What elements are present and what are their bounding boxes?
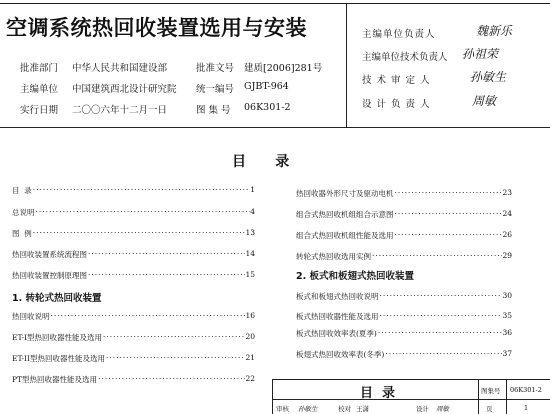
- toc-item[interactable]: [12, 374, 255, 385]
- toc-item-text: 图 例: [12, 229, 32, 238]
- approve-doc-label: 批准文号: [196, 63, 235, 74]
- toc-item[interactable]: [296, 251, 512, 262]
- toc-item-text: PT型热回收器性能及选用: [12, 375, 98, 384]
- code: GJBT-964: [244, 81, 289, 92]
- editor-label: 主编单位: [20, 84, 59, 95]
- toc-item-page: 21: [245, 353, 255, 362]
- toc-item-page: 13: [245, 228, 255, 237]
- role-label-reviewer: 技 术 审 定 人: [362, 75, 431, 86]
- titleblock-designer: 周敏: [436, 405, 449, 413]
- titleblock-check-label: 校对: [338, 405, 351, 413]
- titleblock-review-label: 审核: [276, 405, 289, 413]
- toc-item-page: 14: [245, 249, 255, 258]
- toc-item[interactable]: [296, 209, 512, 220]
- signature-designer: 周敏: [472, 94, 497, 108]
- atlas-number: 06K301-2: [244, 102, 291, 113]
- toc-item[interactable]: [296, 328, 512, 339]
- toc-item[interactable]: [12, 249, 255, 260]
- toc-item[interactable]: [12, 311, 255, 322]
- toc-item-page: 24: [502, 209, 512, 218]
- toc-item-page: 1: [250, 185, 255, 194]
- role-label-tech-chief: 主编单位技术负责人: [362, 52, 448, 63]
- role-label-chief: 主编单位负责人: [362, 29, 436, 40]
- titleblock-divider: [478, 379, 479, 414]
- titleblock-name: 目 录: [360, 386, 396, 401]
- toc-item-page: 15: [245, 270, 255, 279]
- toc-item[interactable]: [12, 207, 255, 218]
- header-divider: [346, 3, 347, 127]
- titleblock-atlas-number: 06K301-2: [510, 386, 542, 394]
- toc-item-page: 23: [502, 188, 512, 197]
- toc-heading: 目 录: [232, 154, 290, 170]
- titleblock-page-label: 页: [486, 405, 493, 413]
- toc-item-page: 29: [502, 251, 512, 260]
- signature-chief: 魏新乐: [476, 24, 513, 38]
- approve-dept: 中华人民共和国建设部: [72, 63, 168, 74]
- toc-item-page: 16: [245, 311, 255, 320]
- toc-item-text: ET-I型热回收器性能及选用: [12, 333, 103, 342]
- toc-item-text: 热回收说明: [12, 312, 50, 321]
- top-border: [0, 3, 550, 4]
- toc-item-page: 35: [502, 311, 512, 320]
- toc-item[interactable]: [296, 230, 512, 241]
- toc-section-heading: 1. 转轮式热回收装置: [12, 293, 102, 304]
- toc-item-text: 目 录: [12, 186, 32, 195]
- toc-item-text: 总说明: [12, 208, 35, 217]
- toc-item-text: 热回收装置控制原理图: [12, 271, 87, 280]
- signature-tech-chief: 孙祖荣: [462, 47, 499, 61]
- toc-item[interactable]: [12, 353, 255, 364]
- titleblock-mid-line: [272, 399, 550, 400]
- toc-item-text: 组合式热回收机组组合示意图: [296, 210, 394, 219]
- toc-item-text: 板翅式热回收效率表(冬季): [296, 350, 385, 359]
- atlas-title: 空调系统热回收装置选用与安装: [6, 16, 307, 40]
- titleblock-design-label: 设计: [416, 405, 429, 413]
- toc-item-text: 板式和板翅式热回收说明: [296, 292, 379, 301]
- toc-item-page: 36: [502, 328, 512, 337]
- toc-item-text: 热回收装置系统流程图: [12, 250, 87, 259]
- toc-item-text: 组合式热回收机组性能及选用: [296, 231, 394, 240]
- titleblock-reviewer: 孙敏生: [298, 405, 318, 413]
- toc-item[interactable]: [12, 332, 255, 343]
- titleblock-page-number: 1: [524, 404, 529, 412]
- date: 二〇〇六年十二月一日: [72, 105, 168, 116]
- toc-item[interactable]: [296, 291, 512, 302]
- titleblock-top-line: [272, 379, 550, 380]
- toc-item[interactable]: [12, 228, 255, 239]
- approve-dept-label: 批准部门: [20, 63, 59, 74]
- toc-item[interactable]: [296, 349, 512, 360]
- toc-item-text: 板式热回收效率表(夏季): [296, 329, 377, 338]
- code-label: 统一编号: [196, 84, 235, 95]
- toc-item-page: 20: [245, 332, 255, 341]
- titleblock-divider: [506, 379, 507, 414]
- toc-item-page: 30: [502, 291, 512, 300]
- titleblock-left-line: [272, 379, 273, 414]
- toc-item-text: 转轮式热回收选用实例: [296, 252, 371, 261]
- toc-item-text: ET-II型热回收器性能及选用: [12, 354, 105, 363]
- toc-item-text: 热回收器外形尺寸及驱动电机: [296, 189, 394, 198]
- toc-item[interactable]: [296, 311, 512, 322]
- toc-item-page: 22: [245, 374, 255, 383]
- toc-item-text: 板式热回收器性能及选用: [296, 312, 379, 321]
- titleblock-checker: 王潇: [356, 405, 369, 413]
- toc-item-page: 26: [502, 230, 512, 239]
- toc-section-heading: 2. 板式和板翅式热回收装置: [296, 271, 415, 282]
- signature-reviewer: 孙敏生: [470, 70, 507, 84]
- editor: 中国建筑西北设计研究院: [72, 84, 177, 95]
- atlas-label: 图 集 号: [196, 105, 231, 116]
- role-label-designer: 设 计 负 责 人: [362, 99, 431, 110]
- toc-item-page: 4: [250, 207, 255, 216]
- date-label: 实行日期: [20, 105, 59, 116]
- titleblock-atlas-label: 图集号: [481, 387, 501, 395]
- toc-item[interactable]: [12, 185, 255, 196]
- toc-item[interactable]: [12, 270, 255, 281]
- toc-item-page: 37: [502, 349, 512, 358]
- approve-doc: 建质[2006]281号: [244, 63, 323, 74]
- toc-item[interactable]: [296, 188, 512, 199]
- header-bottom-border: [0, 127, 550, 128]
